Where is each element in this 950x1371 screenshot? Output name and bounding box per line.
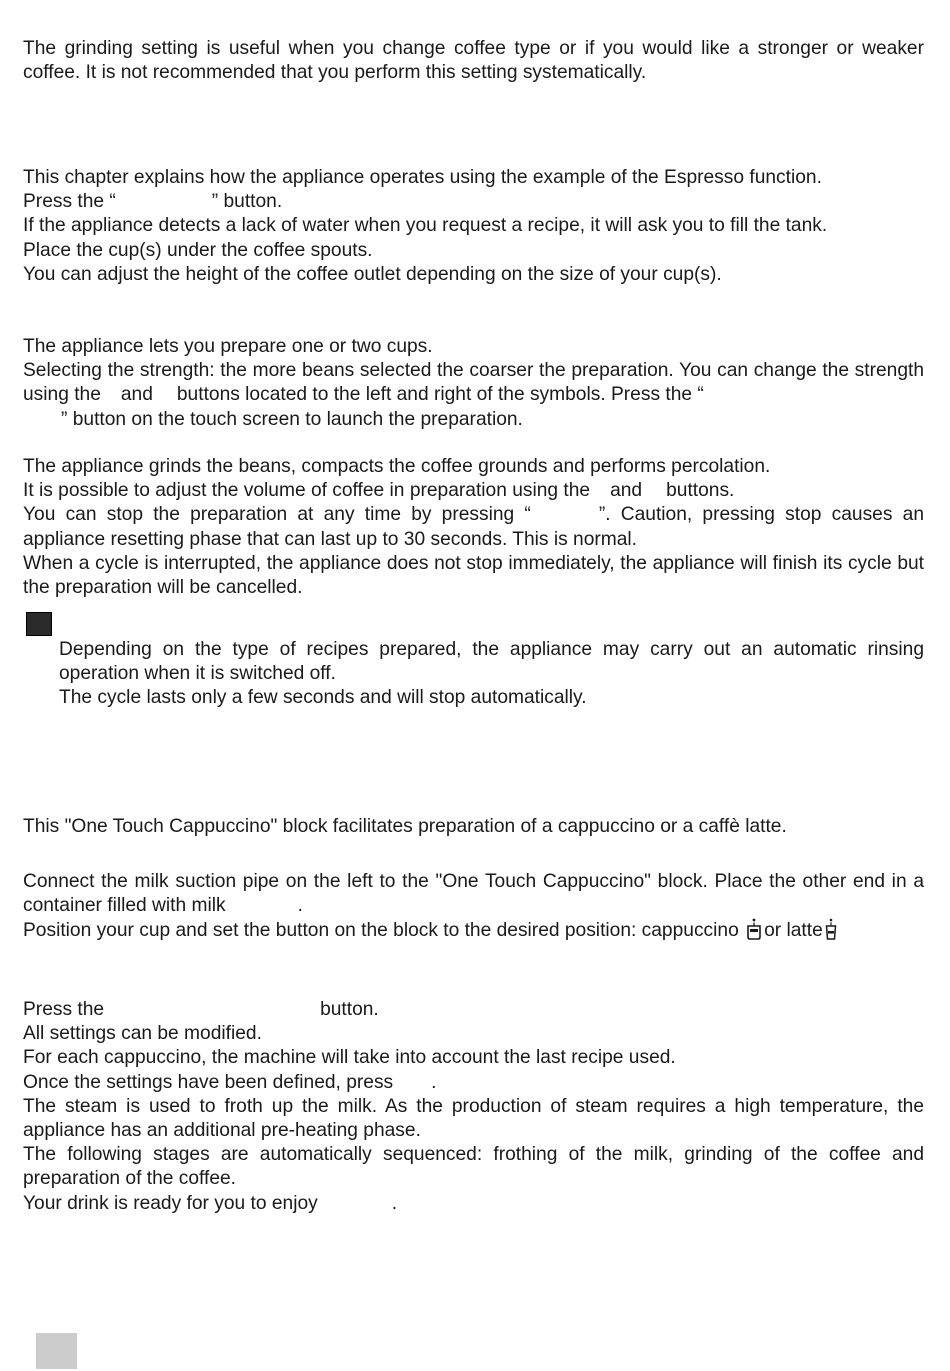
position-text-a: Position your cup and set the button on the block to the desired position: cappuccino xyxy=(23,920,739,942)
operation-intro: This chapter explains how the appliance operates using the example of the Espresso function. xyxy=(23,167,822,188)
once-defined-line xyxy=(23,1071,924,1095)
water-check-line: If the appliance detects a lack of water when you request a recipe, it will ask you to fill the tank. xyxy=(23,215,828,237)
cappuccino-intro: This "One Touch Cappuccino" block facilitates preparation of a cappuccino or a caffè latte. xyxy=(23,816,787,837)
settings-modifiable-line: All settings can be modified. xyxy=(23,1023,262,1045)
outlet-height-line: You can adjust the height of the coffee outlet depending on the size of your cup(s). xyxy=(23,263,722,285)
position-cup-paragraph xyxy=(23,918,924,947)
press-cappuccino-line xyxy=(23,998,924,1022)
cappuccino-setup-section xyxy=(23,870,924,948)
cappuccino-intro-section xyxy=(23,815,924,839)
steam-paragraph: The steam is used to froth up the milk. As the production of steam requires a high temperature, the appliance has an additional pre-heating phase. xyxy=(23,1095,924,1142)
intro-section xyxy=(23,37,924,85)
once-text-b: . xyxy=(431,1071,437,1093)
volume-and: and xyxy=(610,480,643,502)
note-square-icon xyxy=(26,612,52,636)
cups-intro: The appliance lets you prepare one or two cups. xyxy=(23,336,433,357)
stop-paragraph xyxy=(23,503,924,551)
enjoy-text-b: . xyxy=(391,1192,398,1214)
cappuccino-cup-icon xyxy=(746,918,762,947)
connect-pipe-paragraph xyxy=(23,870,924,918)
brewing-intro: The appliance grinds the beans, compacts the coffee grounds and performs percolation. xyxy=(23,456,771,477)
volume-text-b: buttons. xyxy=(666,480,735,502)
rinsing-note xyxy=(59,638,924,711)
volume-line xyxy=(23,479,924,503)
cups-section xyxy=(23,335,924,432)
enjoy-text-a: Your drink is ready for you to enjoy xyxy=(23,1192,318,1214)
stop-text-a: You can stop the preparation at any time by pressing “ xyxy=(23,504,531,526)
press-espresso-line xyxy=(23,190,924,214)
last-recipe-line: For each cappuccino, the machine will take into account the last recipe used. xyxy=(23,1047,676,1069)
position-text-b: or latte xyxy=(764,920,823,942)
enjoy-line xyxy=(23,1192,924,1216)
intro-paragraph: The grinding setting is useful when you change coffee type or if you would like a stronger or weaker coffee. It is not recommended that you perform this setting systematically. xyxy=(23,38,924,84)
strength-paragraph xyxy=(23,359,924,432)
cappuccino-steps-section xyxy=(23,998,924,1216)
sequence-paragraph: The following stages are automatically sequenced: frothing of the milk, grinding of the coffee and preparation of the coffee. xyxy=(23,1144,924,1190)
volume-text-a: It is possible to adjust the volume of coffee in preparation using the xyxy=(23,480,591,502)
page-number-tab xyxy=(36,1333,77,1369)
strength-text-b: buttons located to the left and right of the symbols. Press the “ xyxy=(176,384,704,406)
latte-glass-icon xyxy=(825,918,837,947)
brewing-section xyxy=(23,455,924,600)
rinsing-note-line2: The cycle lasts only a few seconds and will stop automatically. xyxy=(59,687,587,709)
strength-text-c: ” button on the touch screen to launch the preparation. xyxy=(61,408,523,430)
strength-and: and xyxy=(120,384,153,406)
press-cappuccino-text-b: button. xyxy=(320,999,379,1020)
press-espresso-post: ” button. xyxy=(211,191,283,213)
interrupt-paragraph: When a cycle is interrupted, the appliance does not stop immediately, the appliance will finish its cycle but the preparation will be cancelled. xyxy=(23,552,924,599)
connect-text-a: Connect the milk suction pipe on the left to the "One Touch Cappuccino" block. Place the other end in a container filled with milk xyxy=(23,871,924,917)
place-cup-line: Place the cup(s) under the coffee spouts. xyxy=(23,239,373,261)
operation-section xyxy=(23,166,924,287)
strength-text-a: Selecting the strength: the more beans selected the coarser the preparation. You can change the strength using the xyxy=(23,360,924,406)
press-cappuccino-text-a: Press the xyxy=(23,999,105,1020)
press-espresso-pre: Press the “ xyxy=(23,191,116,213)
rinsing-note-line1: Depending on the type of recipes prepared, the appliance may carry out an automatic rinsing operation when it is switched off. xyxy=(59,639,924,685)
stop-text-b: ”. Caution, pressing stop causes an appliance resetting phase that can last up to 30 seconds. This is normal. xyxy=(23,504,924,550)
connect-text-b: . xyxy=(297,895,303,917)
once-text-a: Once the settings have been defined, press xyxy=(23,1071,394,1093)
